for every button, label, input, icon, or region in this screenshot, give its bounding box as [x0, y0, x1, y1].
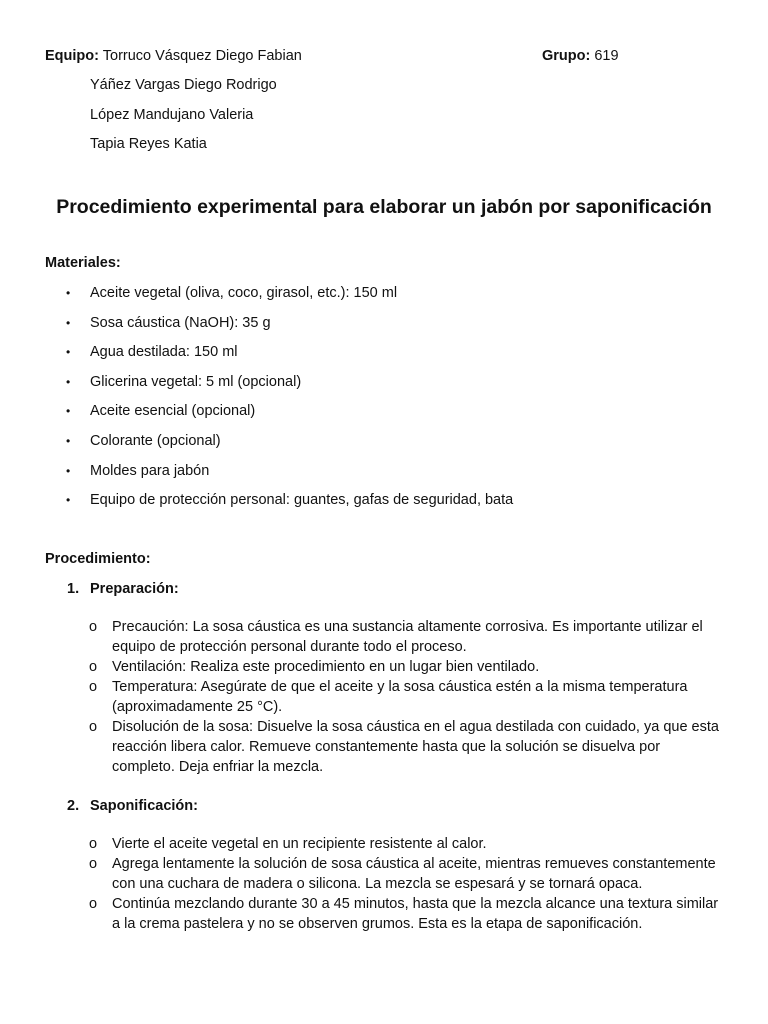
document-title: Procedimiento experimental para elaborar un jabón por saponificación [56, 196, 712, 218]
step-2-list [0, 834, 768, 934]
circle-bullet-icon: o [89, 659, 98, 675]
circle-bullet-icon: o [89, 836, 98, 852]
bullet-icon: • [66, 493, 71, 508]
circle-bullet-icon: o [89, 719, 98, 735]
circle-bullet-icon: o [89, 679, 98, 695]
circle-bullet-icon: o [89, 619, 98, 635]
bullet-icon: • [66, 463, 71, 478]
team-member: Torruco Vásquez Diego Fabian [102, 48, 302, 64]
bullet-icon: • [66, 315, 71, 330]
step-number: 1. [67, 581, 80, 597]
group-line [542, 46, 619, 66]
list-item: o Continúa mezclando durante 30 a 45 minutos, hasta que la mezcla alcance una textura similar a la crema pastelera y no se observen grumos. Esta es la etapa de saponificación. [89, 896, 719, 932]
list-item: o Agrega lentamente la solución de sosa cáustica al aceite, mientras remueves constantemente con una cuchara de madera o silicona. La mezcla se espesará y se tornará opaca. [89, 856, 716, 892]
bullet-icon: • [66, 345, 71, 360]
team-member: López Mandujano Valeria [90, 107, 254, 123]
step-number: 2. [67, 798, 80, 814]
step-title: Preparación: [90, 581, 179, 597]
list-item: o Disolución de la sosa: Disuelve la sosa cáustica en el agua destilada con cuidado, ya que esta reacción libera calor. Remueve constantemente hasta que la solución se disuelva por completo. Deja enfriar la mezcla. [89, 719, 719, 775]
grupo-label: Grupo: [542, 48, 591, 64]
step-1-list [0, 617, 768, 777]
list-item: o Precaución: La sosa cáustica es una sustancia altamente corrosiva. Es importante utilizar el equipo de protección personal durante todo el proceso. [89, 619, 703, 655]
step-title: Saponificación: [90, 798, 198, 814]
procedimiento-heading: Procedimiento: [45, 551, 151, 567]
grupo-value: 619 [594, 48, 619, 64]
bullet-icon: • [66, 433, 71, 448]
team-member: Yáñez Vargas Diego Rodrigo [90, 77, 277, 93]
equipo-label: Equipo: [45, 48, 99, 64]
circle-bullet-icon: o [89, 896, 98, 912]
team-line [45, 46, 302, 66]
list-item: o Vierte el aceite vegetal en un recipiente resistente al calor. [89, 836, 487, 852]
team-member: Tapia Reyes Katia [90, 136, 207, 152]
list-item: o Ventilación: Realiza este procedimiento en un lugar bien ventilado. [89, 659, 540, 675]
list-item: o Temperatura: Asegúrate de que el aceite y la sosa cáustica estén a la misma temperatura (aproximadamente 25 °C). [89, 679, 688, 715]
bullet-icon: • [66, 374, 71, 389]
circle-bullet-icon: o [89, 856, 98, 872]
materiales-heading: Materiales: [45, 255, 121, 271]
bullet-icon: • [66, 404, 71, 419]
bullet-icon: • [66, 286, 71, 300]
